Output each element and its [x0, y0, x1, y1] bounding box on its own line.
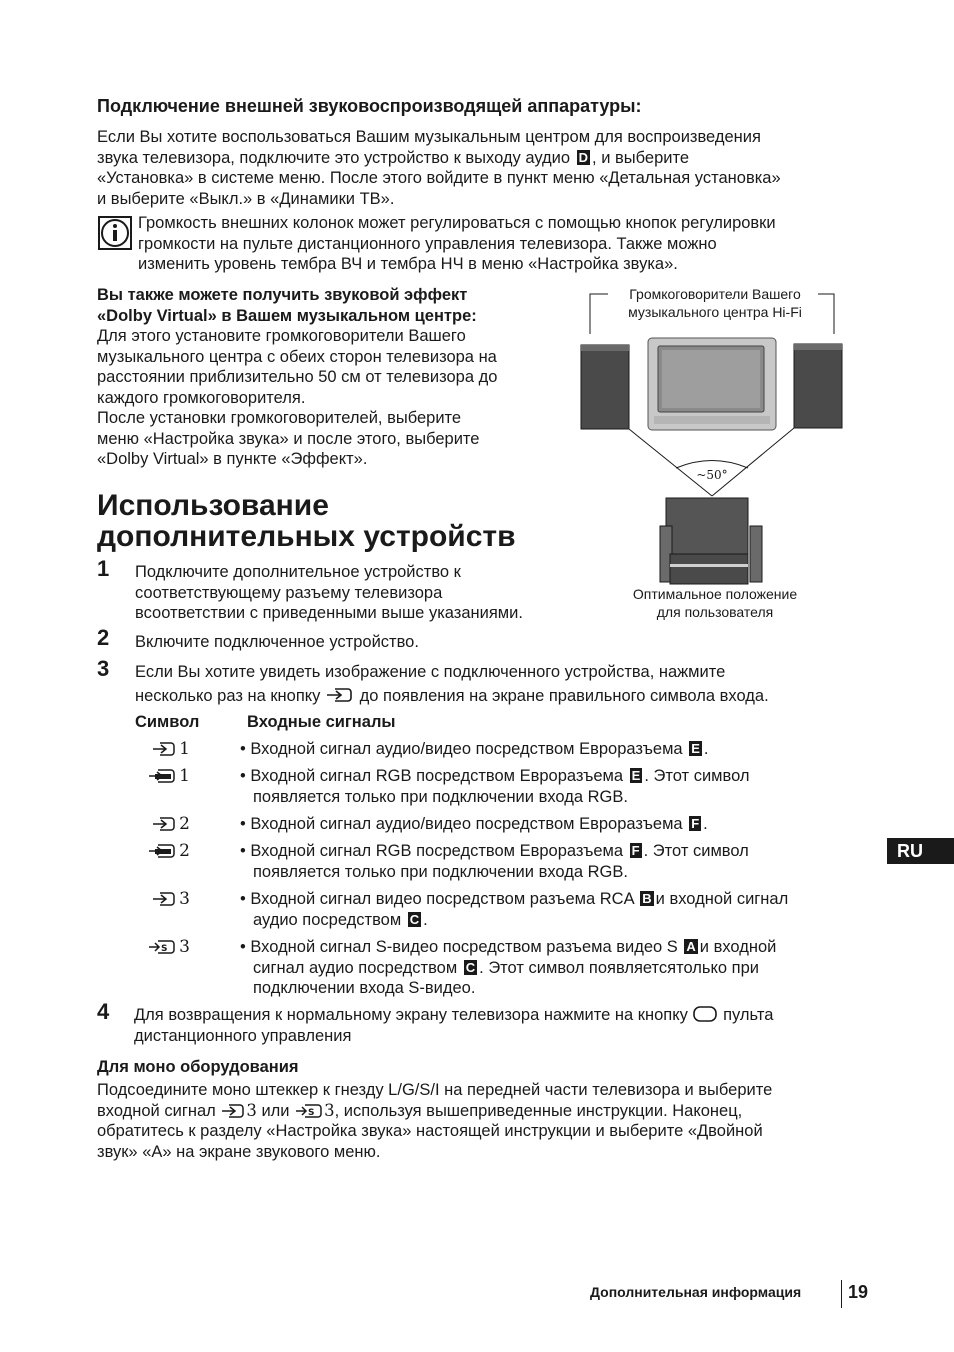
tv-icon: [648, 338, 776, 430]
page-number: 19: [848, 1282, 869, 1302]
svg-text:S: S: [161, 944, 168, 954]
step3-text: Если Вы хотите увидеть изображение с подключенного устройства, нажмите несколько раз на кнопку до появления на экране правильного символа входа.: [135, 663, 769, 705]
footer-divider: [841, 1280, 842, 1308]
step-number: 3: [97, 656, 110, 681]
connector-d-label: D: [578, 149, 589, 165]
input-icon: [220, 1103, 246, 1119]
step2-text: Включите подключенное устройство.: [135, 633, 419, 651]
column-header-symbol: Символ: [135, 713, 200, 731]
step-number: 1: [97, 556, 110, 581]
volume-note: Громкость внешних колонок может регулироваться с помощью кнопок регулировки громкости на пульте дистанционного управления телевизора. Также можно изменить уровень тембра ВЧ и тембра НЧ в меню «Настройка звука».: [138, 214, 776, 273]
input-select-icon: [325, 686, 355, 704]
input-row-2: • Входной сигнал RGB посредством Евроразъема E . Этот символ появляется только при подключении входа RGB.: [240, 767, 750, 806]
return-button-icon: [692, 1005, 718, 1023]
input-row-1: • Входной сигнал аудио/видео посредством Евроразъема E .: [240, 740, 709, 758]
section-heading-external-audio: Подключение внешней звуковоспроизводящей аппаратуры:: [97, 96, 642, 116]
footer-section-name: Дополнительная информация: [590, 1284, 802, 1300]
armchair-icon: [660, 498, 762, 584]
input-icon: [151, 741, 177, 757]
input-row-5: • Входной сигнал видео посредством разъема RCA B и входной сигнал аудио посредством C .: [240, 890, 789, 929]
right-speaker-icon: [794, 344, 842, 428]
angle-label: ~50°: [696, 468, 728, 482]
rgb-input-symbol: 2: [140, 841, 190, 861]
av-input-symbol: 2: [140, 814, 190, 834]
mono-paragraph: Подсоедините моно штеккер к гнезду L/G/S/I на передней части телевизора и выберите входной сигнал 3 или S 3, используя вышеприведенные инструкции. Наконец, обратитесь к разделу «Настройка звука» настоящей инструкции и выберите «Двойной звук» «A» на экране звукового меню.: [97, 1081, 773, 1161]
step-number: 4: [97, 999, 110, 1024]
rgb-input-icon: [147, 843, 177, 859]
left-speaker-icon: [581, 345, 629, 429]
s-video-input-icon: [147, 939, 177, 955]
mono-heading: Для моно оборудования: [97, 1058, 299, 1076]
input-row-4: • Входной сигнал RGB посредством Евроразъема F . Этот символ появляется только при подключении входа RGB.: [240, 842, 749, 881]
input-row-6: • Входной сигнал S-видео посредством разъема видео S A и входной сигнал аудио посредством C . Этот символ появляетсятолько при подключении входа S-видео.: [240, 938, 777, 997]
video-input-symbol: 3: [140, 889, 190, 909]
speakers-caption: Громкоговорители Вашего музыкального центра Hi-Fi: [628, 286, 802, 320]
s-video-input-icon: [294, 1103, 324, 1119]
input-icon: [151, 891, 177, 907]
rgb-input-icon: [147, 768, 177, 784]
info-icon: [98, 216, 132, 250]
external-audio-paragraph: Если Вы хотите воспользоваться Вашим музыкальным центром для воспроизведения звука телевизора, подключите это устройство к выходу аудио D , и выберите «Установка» в системе меню. После этого войдите в пункт меню «Детальная установка» и выберите «Выкл.» в «Динамики ТВ».: [97, 128, 781, 208]
optimal-position-caption: Оптимальное положение для пользователя: [632, 586, 798, 620]
step4-text: Для возвращения к нормальному экрану телевизора нажмите на кнопку пульта дистанционного управления: [134, 1006, 774, 1045]
dolby-virtual-text: Вы также можете получить звуковой эффект «Dolby Virtual» в Вашем музыкальном центре: Для этого установите громкоговорители Вашего музыкального центра с обеих сторон телевизора на расстоянии приблизительно 50 см от телевизора до каждого громкоговорителя. После установки громкоговорителей, выберите меню «Настройка звука» и после этого, выберите «Dolby Virtual» в пункте «Эффект».: [97, 286, 498, 468]
column-header-inputs: Входные сигналы: [247, 713, 396, 731]
rgb-input-symbol: 1: [140, 766, 190, 786]
step-number: 2: [97, 625, 110, 650]
svg-text:S: S: [308, 1107, 315, 1118]
page-title: Использование дополнительных устройств: [97, 489, 516, 553]
speaker-placement-diagram: [578, 288, 846, 588]
step1-text: Подключите дополнительное устройство к соответствующему разъему телевизора всоответствии с приведенными выше указаниями.: [135, 563, 523, 622]
av-input-symbol: 1: [140, 739, 190, 759]
input-row-3: • Входной сигнал аудио/видео посредством Евроразъема F .: [240, 815, 708, 833]
s-video-input-symbol: S 3: [140, 937, 190, 957]
input-icon: [151, 816, 177, 832]
language-tab: RU: [887, 838, 954, 864]
